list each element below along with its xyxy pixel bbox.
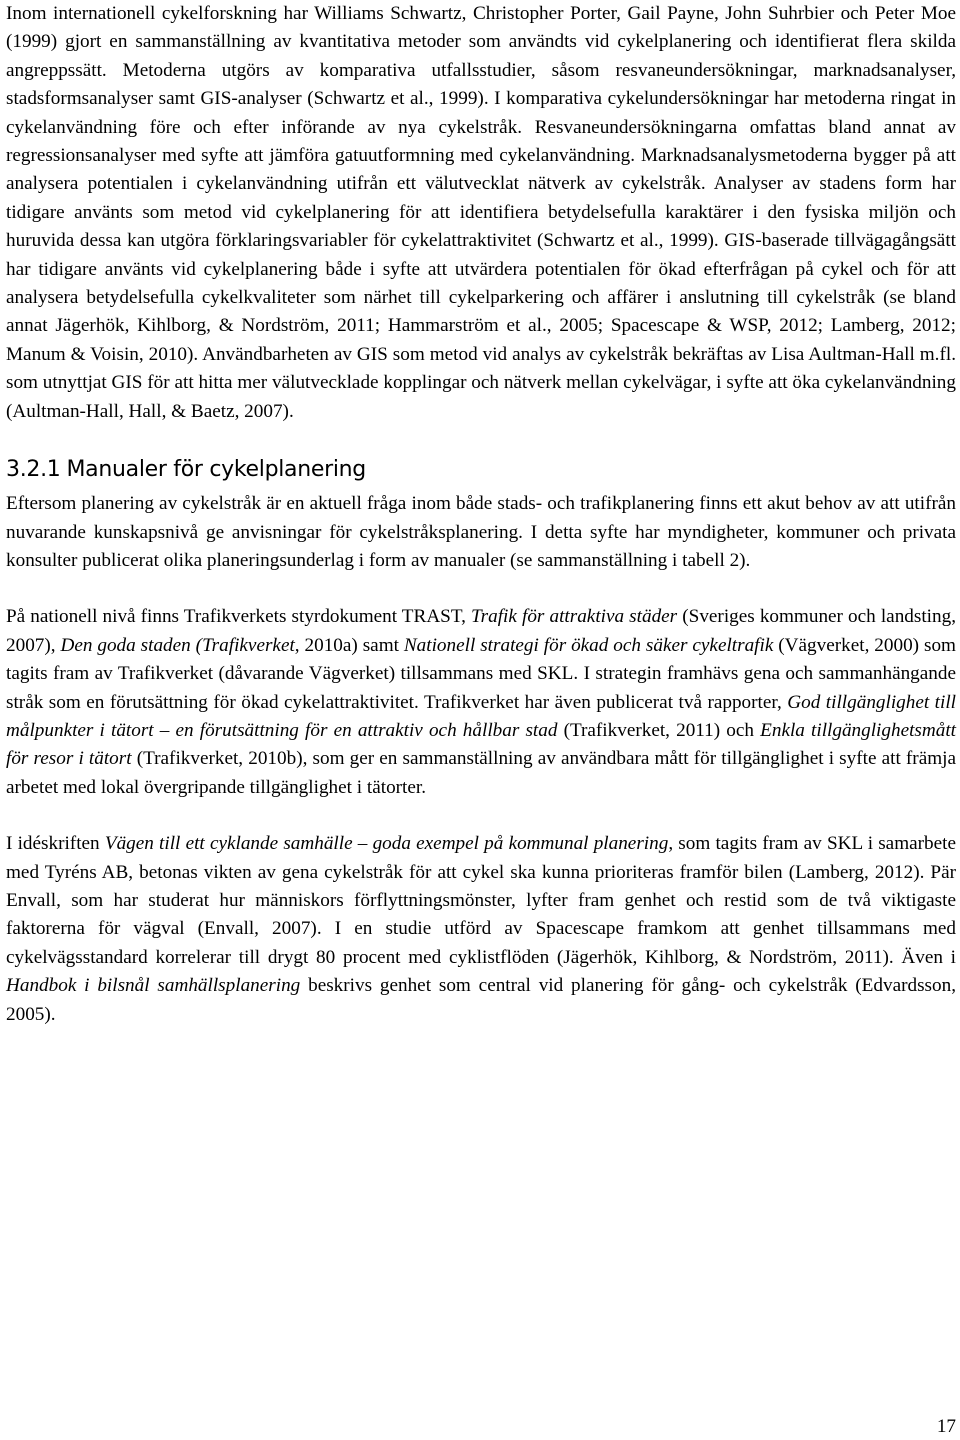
text-run: (Vägverket, 2000) som tagits fram av Trafikverket (dåvarande Vägverket) tillsammans med SKL. I strategin framhävs gena och sammanhängande stråk som en förutsättning för ökad cykelattraktivitet. Trafikverket har även publicerat två rapporter, bbox=[6, 634, 956, 713]
page-number: 17 bbox=[936, 1416, 956, 1437]
italic-title: Den goda staden (Trafikverket bbox=[60, 634, 295, 656]
body-paragraph-national bbox=[6, 603, 956, 802]
text-run: I idéskriften bbox=[6, 833, 105, 855]
section-number: 3.2.1 bbox=[6, 457, 61, 483]
section-title: Manualer för cykelplanering bbox=[66, 457, 366, 483]
text-run: (Sveriges kommuner och landsting, 2007), bbox=[6, 606, 956, 656]
body-paragraph-ideskrift bbox=[6, 830, 956, 1029]
italic-title: Nationell strategi för ökad och säker cykeltrafik bbox=[403, 634, 774, 656]
section-heading bbox=[6, 456, 956, 484]
text-run: , som tagits fram av SKL i samarbete med Tyréns AB, betonas vikten av gena cykelstråk för att cykel ska kunna prioriteras framför bilen (Lamberg, 2012). Pär Envall, som har studerat hur människors förflyttningsmönster, lyfter fram genhet och restid som de två viktigaste faktorerna för vägval (Envall, 2007). I en studie utförd av Spacescape framkom att genhet tillsammans med cykelvägsstandard korrelerar till drygt 80 procent med cyklistflöden (Jägerhök, Kihlborg, & Nordström, 2011). Även i bbox=[6, 833, 956, 968]
body-paragraph-manuals: Eftersom planering av cykelstråk är en aktuell fråga inom både stads- och trafikplanering finns ett akut behov av att utifrån nuvarande kunskapsnivå ge anvisningar för cykelstråksplanering. I detta syfte har myndigheter, kommuner och privata konsulter publicerat olika planeringsunderlag i form av manualer (se sammanställning i tabell 2). bbox=[6, 493, 956, 571]
text-run: På nationell nivå finns Trafikverkets styrdokument TRAST, bbox=[6, 606, 472, 628]
italic-title: Handbok i bilsnål samhällsplanering bbox=[6, 975, 301, 997]
italic-title: God tillgänglighet till målpunkter i tätort – en förutsättning för en attraktiv och hållbar stad bbox=[6, 691, 957, 741]
body-paragraph-methods: Inom internationell cykelforskning har Williams Schwartz, Christopher Porter, Gail Payne, John Suhrbier och Peter Moe (1999) gjort en sammanställning av kvantitativa metoder som användts vid cykelplanering och identifierat flera skilda angreppssätt. Metoderna utgörs av komparativa utfallsstudier, såsom resvaneundersökningar, marknadsanalyser, stadsformsanalyser samt GIS-analyser (Schwartz et al., 1999). I komparativa cykelundersökningar har metoderna ringat in cykelanvändning före och efter införande av nya cykelstråk. Resvaneundersökningarna omfattas bland annat av regressionsanalyser med syfte att jämföra gatuutformning med cykelanvändning. Marknadsanalysmetoderna bygger på att analysera potentialen i cykelanvändning utifrån ett välutvecklat nätverk av cykelstråk. Analyser av stadens form har tidigare använts som metod vid cykelplanering för att identifiera betydelsefulla karaktärer i den fysiska miljön och huruvida dessa kan utgöra förklaringsvariabler för cykelattraktivitet (Schwartz et al., 1999). GIS-baserade tillvägagångsätt har tidigare använts vid cykelplanering både i syfte att utvärdera potentialen för ökad efterfrågan på cykel och för att analysera betydelsefulla cykelkvaliteter som närhet till cykelparkering och affärer i anslutning till cykelstråk (se bland annat Jägerhök, Kihlborg, & Nordström, 2011; Hammarström et al., 2005; Spacescape & WSP, 2012; Lamberg, 2012; Manum & Voisin, 2010). Användbarheten av GIS som metod vid analys av cykelstråk bekräftas av Lisa Aultman-Hall m.fl. som utnyttjat GIS för att hitta mer välutvecklade kopplingar och nätverk mellan cykelvägar, i syfte att öka cykelanvändning (Aultman-Hall, Hall, & Baetz, 2007). bbox=[6, 3, 956, 422]
text-run: (Trafikverket, 2010b), som ger en sammanställning av användbara mått för tillgänglighet i syfte att främja arbetet med lokal övergripande tillgänglighet i tätorter. bbox=[6, 748, 956, 798]
text-run: beskrivs genhet som central vid planering för gång- och cykelstråk (Edvardsson, 2005). bbox=[6, 975, 956, 1025]
text-run: (Trafikverket, 2011) och bbox=[557, 719, 761, 741]
italic-title: Enkla tillgänglighetsmått för resor i tätort bbox=[6, 719, 957, 770]
italic-title: Trafik för attraktiva städer bbox=[471, 606, 678, 628]
document-page bbox=[6, 0, 956, 1029]
text-run: , 2010a) samt bbox=[294, 634, 404, 656]
italic-title: Vägen till ett cyklande samhälle – goda exempel på kommunal planering bbox=[104, 833, 669, 855]
